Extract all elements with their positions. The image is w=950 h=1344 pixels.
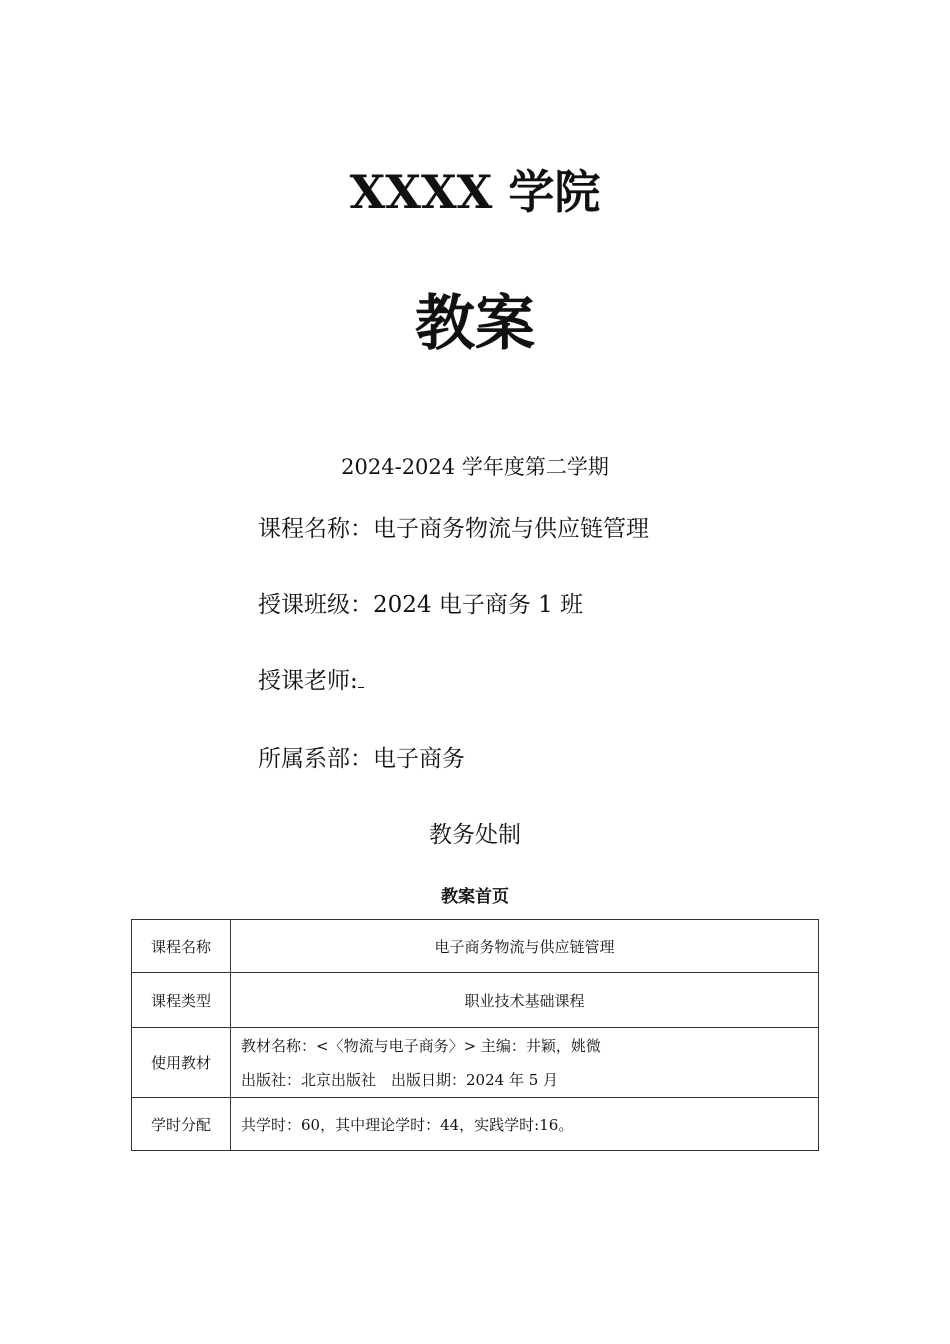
- course-name-value: 电子商务物流与供应链管理: [373, 516, 649, 542]
- table-row: [132, 973, 819, 1028]
- semester: 2024-2024 学年度第二学期: [341, 455, 609, 479]
- row-value: 共学时：60，其中理论学时：44，实践学时:16。: [231, 1098, 819, 1151]
- textbook-publisher-line: 出版社：北京出版社 出版日期：2024 年 5 月: [241, 1070, 559, 1089]
- course-name-field: [258, 513, 649, 545]
- table-row: [132, 1098, 819, 1151]
- front-page-table: [131, 919, 819, 1151]
- row-value: [231, 1028, 819, 1098]
- table-row: [132, 920, 819, 973]
- college-name: XXXX 学院: [349, 165, 601, 219]
- department-field: [258, 743, 465, 775]
- class-label: 授课班级：: [258, 592, 373, 618]
- teacher-label: 授课老师:: [258, 668, 358, 694]
- course-name-label: 课程名称：: [258, 516, 373, 542]
- textbook-title-line: 教材名称：<〈物流与电子商务〉> 主编：井颖，姚微: [241, 1036, 601, 1055]
- document-title: 教案: [415, 289, 535, 359]
- class-field: [258, 589, 583, 621]
- row-value: 职业技术基础课程: [231, 973, 819, 1028]
- table-caption: 教案首页: [441, 887, 509, 907]
- table-row: [132, 1028, 819, 1098]
- teacher-value-blank: [358, 665, 364, 688]
- row-label: 学时分配: [132, 1098, 231, 1151]
- issuing-office: 教务处制: [429, 822, 521, 848]
- row-label: 课程类型: [132, 973, 231, 1028]
- department-value: 电子商务: [373, 746, 465, 772]
- teacher-field: [258, 665, 364, 697]
- row-label: 使用教材: [132, 1028, 231, 1098]
- department-label: 所属系部：: [258, 746, 373, 772]
- row-label: 课程名称: [132, 920, 231, 973]
- class-value: 2024 电子商务 1 班: [373, 592, 584, 618]
- row-value: 电子商务物流与供应链管理: [231, 920, 819, 973]
